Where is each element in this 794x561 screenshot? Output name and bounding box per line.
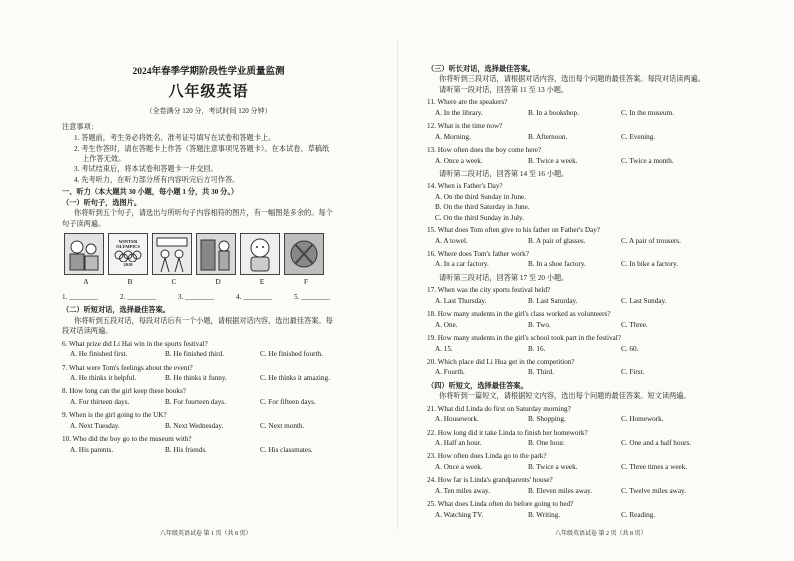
section-b-instructions-cont: 段对话读两遍。 — [62, 327, 113, 336]
section-c-instructions-cont: 请听第一段对话，回答第 11 至 13 小题。 — [439, 85, 569, 94]
picture-label: B — [127, 277, 133, 287]
question: 15. What does Tom often give to his father on Father's Day? — [427, 226, 600, 235]
option[interactable]: C. He finished fourth. — [260, 350, 323, 359]
option[interactable]: B. Next Wednesday. — [165, 421, 224, 430]
picture-f — [284, 233, 324, 275]
option[interactable]: A. In a car factory. — [435, 260, 489, 269]
option[interactable]: C. For fifteen days. — [260, 397, 316, 406]
question: 25. What does Linda often do before going to bed? — [427, 500, 574, 509]
question: 12. What is the time now? — [427, 122, 503, 131]
exam-info: （全卷满分 120 分，考试时间 120 分钟） — [145, 106, 272, 115]
options-row — [62, 397, 375, 407]
option[interactable]: A. He thinks it helpful. — [70, 373, 137, 382]
option[interactable]: C. A pair of trousers. — [621, 236, 681, 245]
option[interactable]: A. In the library. — [435, 108, 483, 117]
answer-blank[interactable]: 1. ________ — [62, 292, 98, 301]
picture-a — [64, 233, 104, 275]
note-item: 4. 先考听力，在听力部分所有内容听完后方可作答。 — [74, 175, 240, 184]
option[interactable]: B. Shopping. — [528, 415, 566, 424]
option[interactable]: C. First. — [621, 368, 645, 377]
options-row — [62, 421, 375, 431]
option[interactable]: C. 60. — [621, 344, 639, 353]
question: 21. What did Linda do first on Saturday morning? — [427, 404, 571, 413]
dialogue-2-instruction: 请听第二段对话，回答第 14 至 16 小题。 — [439, 169, 569, 178]
question: 16. Where does Tom's father work? — [427, 250, 529, 258]
picture-b-text: OLYMPICS — [116, 243, 140, 249]
picture-b — [108, 233, 148, 275]
option[interactable]: B. In a bookshop. — [528, 108, 579, 117]
options-row — [427, 486, 766, 496]
options-row — [427, 156, 766, 166]
footer-left: 八年级英语试卷 第 1 页（共 8 页） — [160, 531, 252, 537]
question: 24. How far is Linda's grandparents' house? — [427, 476, 553, 485]
options-row — [427, 462, 766, 472]
section-a-instructions-cont: 句子读两遍。 — [62, 219, 106, 228]
picture-b-text: 2018 — [123, 261, 133, 267]
picture-c — [152, 233, 192, 275]
answer-blanks — [62, 292, 375, 302]
note-item: 3. 考试结束后，将本试卷和答题卡一并交回。 — [74, 165, 218, 174]
option[interactable]: A. He finished first. — [70, 350, 128, 359]
option[interactable]: A. For thirteen days. — [70, 397, 130, 406]
question: 9. When is the girl going to the UK? — [62, 411, 167, 420]
option[interactable]: A. Once a week. — [435, 462, 483, 471]
option[interactable]: A. Last Thursday. — [435, 296, 487, 305]
option[interactable]: A. Next Tuesday. — [70, 421, 120, 430]
option[interactable]: C. In bike a factory. — [621, 260, 679, 269]
option[interactable]: C. One and a half hours. — [621, 439, 692, 447]
option[interactable]: A. Housework. — [435, 415, 479, 424]
question: 19. How many students in the girl's school took part in the festival? — [427, 334, 621, 343]
option[interactable]: B. His friends. — [165, 445, 207, 454]
picture-label: F — [303, 277, 309, 287]
questions-15-16 — [427, 225, 766, 270]
option[interactable]: C. His classmates. — [260, 445, 313, 454]
options-row — [427, 344, 766, 354]
question: 17. When was the city sports festival held? — [427, 286, 551, 295]
picture-d — [196, 233, 236, 275]
question: 8. How long can the girl keep these books? — [62, 387, 186, 396]
option[interactable]: B. Two. — [528, 320, 551, 329]
option[interactable]: A. Once a week. — [435, 156, 483, 165]
option[interactable]: C. Three. — [621, 320, 648, 329]
option[interactable]: C. On the third Sunday in July. — [435, 213, 524, 222]
picture-label: A — [83, 277, 89, 287]
option[interactable]: C. Twice a month. — [621, 156, 674, 165]
option[interactable]: B. One hour. — [528, 439, 565, 447]
picture-labels — [64, 277, 375, 288]
option[interactable]: A. 15. — [435, 344, 453, 353]
picture-label: D — [215, 277, 221, 287]
option[interactable]: C. Twelve miles away. — [621, 486, 686, 495]
option[interactable]: C. Homework. — [621, 415, 664, 424]
option[interactable]: A. His parents. — [70, 445, 114, 454]
option[interactable]: B. Third. — [528, 368, 555, 377]
option[interactable]: B. 16. — [528, 344, 546, 353]
option[interactable]: B. Twice a week. — [528, 156, 578, 165]
exam-title: 2024年春季学期阶段性学业质量监测 — [132, 67, 285, 77]
question: 7. What were Tom's feelings about the event? — [62, 363, 193, 372]
answer-blank[interactable]: 5. ________ — [294, 292, 330, 301]
options-row — [427, 510, 766, 520]
picture-row — [64, 233, 375, 275]
answer-blank[interactable]: 2. ________ — [120, 292, 156, 301]
option[interactable]: A. Fourth. — [435, 368, 465, 377]
option[interactable]: C. Last Sunday. — [621, 296, 667, 305]
question: 13. How often does the boy come here? — [427, 146, 542, 155]
option[interactable]: C. Evening. — [621, 132, 656, 141]
option[interactable]: A. A towel. — [435, 236, 468, 245]
notes-heading: 注意事项： — [62, 122, 98, 131]
options-row — [427, 320, 766, 330]
option[interactable]: A. On the third Sunday in June. — [435, 192, 527, 201]
picture-b-text: WINTER — [118, 238, 138, 244]
option[interactable]: C. He thinks it amazing. — [260, 373, 330, 382]
options-row — [427, 259, 766, 269]
section-d-heading: （四）听短文，选择最佳答案。 — [427, 381, 528, 390]
option[interactable]: B. In a shoe factory. — [528, 260, 586, 269]
footer-right: 八年级英语试卷 第 2 页（共 8 页） — [555, 531, 647, 537]
option[interactable]: A. Watching TV. — [435, 510, 484, 519]
listening-heading: 一、听力（本大题共 30 小题，每小题 1 分，共 30 分。） — [62, 188, 239, 197]
options-row — [62, 349, 375, 359]
picture-e — [240, 233, 280, 275]
option[interactable]: B. Last Saturday. — [528, 296, 578, 305]
olympic-rings-icon — [113, 250, 143, 262]
option[interactable]: B. Eleven miles away. — [528, 486, 593, 495]
option[interactable]: C. Reading. — [621, 510, 656, 519]
option[interactable]: C. Next month. — [260, 421, 305, 430]
question: 20. Which place did Li Hua get in the competition? — [427, 357, 575, 366]
option[interactable]: A. Ten miles away. — [435, 486, 490, 495]
section-d-instructions: 你将听到一篇短文，请根据短文内容，选出每个问题的最佳答案。短文读两遍。 — [439, 392, 691, 401]
options-row — [427, 132, 766, 142]
question: 22. How long did it take Linda to finish her homework? — [427, 428, 588, 437]
questions-21-25 — [427, 404, 766, 520]
questions-6-10 — [62, 339, 375, 455]
questions-11-13 — [427, 97, 766, 166]
question: 11. Where are the speakers? — [427, 98, 508, 107]
option[interactable]: C. In the museum. — [621, 108, 674, 117]
options-row — [427, 414, 766, 424]
section-c-heading: （三）听长对话，选择最佳答案。 — [427, 65, 535, 73]
dialogue-3-instruction: 请听第三段对话，回答第 17 至 20 小题。 — [439, 273, 569, 282]
options-row — [62, 373, 375, 383]
subject-title: 八年级英语 — [168, 83, 249, 100]
option[interactable]: A. One. — [435, 320, 458, 329]
options-row — [427, 108, 766, 118]
option[interactable]: B. He thinks it funny. — [165, 373, 227, 382]
option[interactable]: B. Afternoon. — [528, 132, 568, 141]
section-b-heading: （二）听短对话，选择最佳答案。 — [62, 306, 170, 315]
options-row — [427, 236, 766, 246]
option[interactable]: B. He finished third. — [165, 350, 224, 359]
option[interactable]: B. Twice a week. — [528, 462, 578, 471]
section-a-heading: （一）听句子，选图片。 — [62, 198, 142, 207]
options-row — [62, 445, 375, 455]
answer-blank[interactable]: 4. ________ — [236, 292, 272, 301]
option[interactable]: B. A pair of glasses. — [528, 236, 586, 245]
questions-17-20 — [427, 285, 766, 378]
option[interactable]: C. Three times a week. — [621, 462, 688, 471]
question: 18. How many students in the girl's class worked as volunteers? — [427, 310, 611, 319]
note-item: 上作答无效。 — [82, 154, 126, 163]
section-c-instructions: 你将听到三段对话，请根据对话内容，选出每个问题的最佳答案。每段对话读两遍。 — [439, 75, 705, 84]
picture-label: E — [259, 277, 265, 287]
right-page — [397, 0, 794, 561]
picture-label: C — [171, 277, 177, 287]
section-b-instructions: 你将听到五段对话，每段对话后有一个小题，请根据对话内容，选出最佳答案。每 — [74, 316, 333, 325]
question: 6. What prize did Li Hai win in the sports festival? — [62, 339, 208, 348]
options-row — [427, 296, 766, 306]
options-row — [427, 438, 766, 448]
option[interactable]: A. Morning. — [435, 132, 471, 141]
answer-blank[interactable]: 3. ________ — [178, 292, 214, 301]
option[interactable]: B. On the third Saturday in June. — [435, 203, 530, 212]
note-item: 1. 答题前，考生务必将姓名、准考证号填写在试卷和答题卡上。 — [74, 134, 276, 143]
note-item: 2. 考生作答时，请在答题卡上作答（答题注意事项见答题卡）。在本试卷、草稿纸 — [74, 144, 330, 153]
options-row — [427, 367, 766, 377]
option[interactable]: A. Half an hour. — [435, 439, 482, 447]
option[interactable]: B. Writing. — [528, 510, 561, 519]
section-a-instructions: 你将听到五个句子，请选出与所听句子内容相符的图片，有一幅图是多余的。每个 — [74, 209, 333, 218]
question: 10. Who did the boy go to the museum with? — [62, 435, 192, 444]
question: 23. How often does Linda go to the park? — [427, 452, 547, 461]
option[interactable]: B. For fourteen days. — [165, 397, 226, 406]
question: 14. When is Father's Day? — [427, 182, 503, 191]
